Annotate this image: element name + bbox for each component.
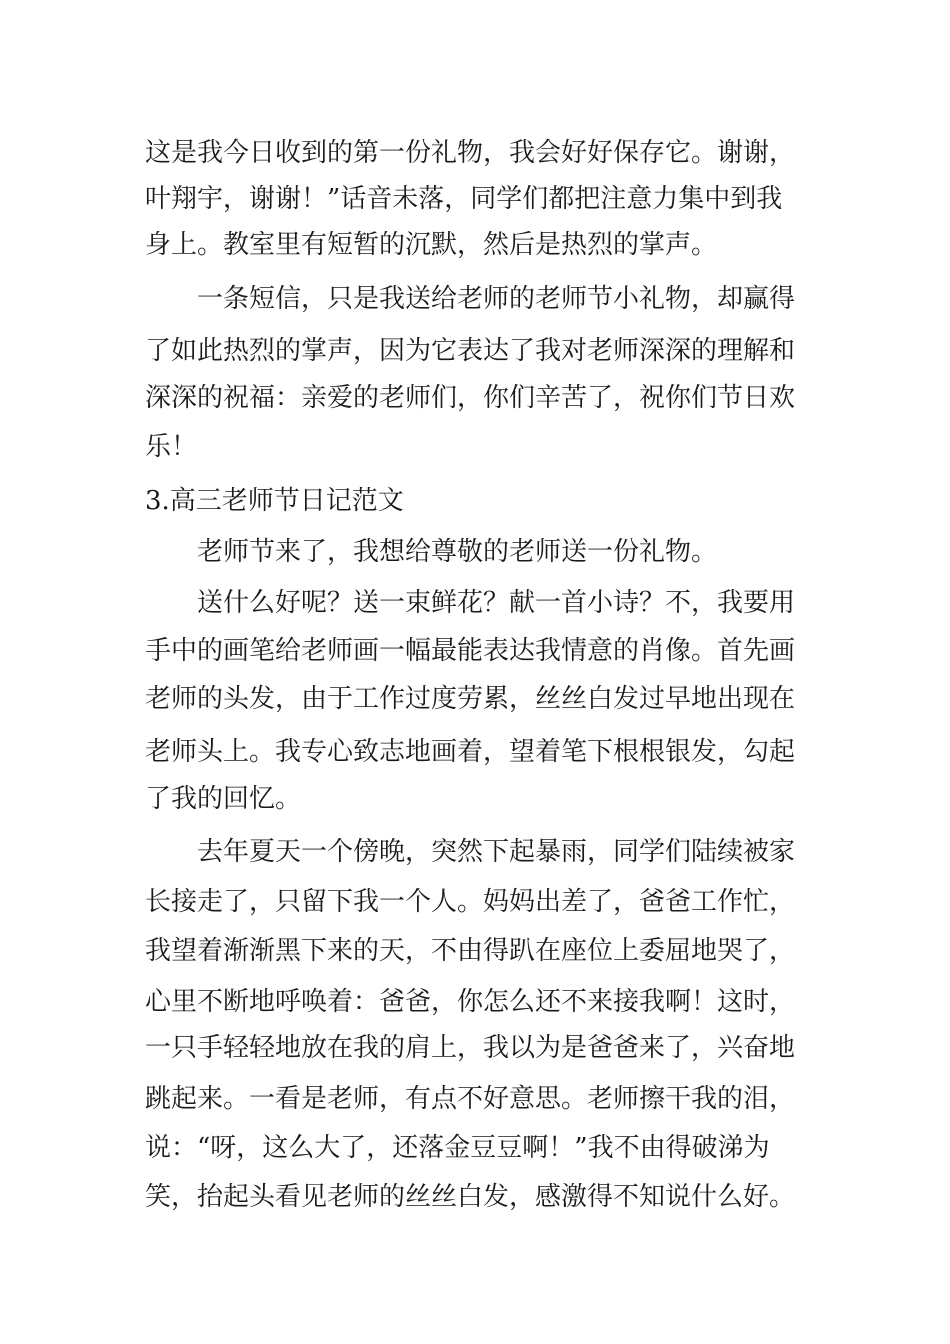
paragraph-line: 跳起来。一看是老师，有点不好意思。老师擦干我的泪， <box>145 1084 796 1114</box>
paragraph-line: 送什么好呢？送一束鲜花？献一首小诗？不，我要用 <box>197 588 796 618</box>
paragraph-line: 心里不断地呼唤着：爸爸，你怎么还不来接我啊！这时， <box>145 987 796 1017</box>
paragraph-line: 深深的祝福：亲爱的老师们，你们辛苦了，祝你们节日欢 <box>145 383 796 413</box>
section-heading: 3.高三老师节日记范文 <box>145 486 404 516</box>
paragraph-line: 了如此热烈的掌声，因为它表达了我对老师深深的理解和 <box>145 336 796 366</box>
paragraph-line: 一条短信，只是我送给老师的老师节小礼物，却赢得 <box>197 284 796 314</box>
paragraph-line: 去年夏天一个傍晚，突然下起暴雨，同学们陆续被家 <box>197 837 796 867</box>
paragraph-line: 老师的头发，由于工作过度劳累，丝丝白发过早地出现在 <box>145 684 796 714</box>
paragraph-line: 老师头上。我专心致志地画着，望着笔下根根银发，勾起 <box>145 737 796 767</box>
paragraph-line: 老师节来了，我想给尊敬的老师送一份礼物。 <box>197 537 718 567</box>
paragraph-line: 我望着渐渐黑下来的天，不由得趴在座位上委屈地哭了， <box>145 936 796 966</box>
paragraph-line: 叶翔宇，谢谢！”话音未落，同学们都把注意力集中到我 <box>145 184 783 214</box>
paragraph-line: 乐！ <box>145 432 198 462</box>
paragraph-line: 这是我今日收到的第一份礼物，我会好好保存它。谢谢， <box>145 138 796 168</box>
paragraph-line: 身上。教室里有短暂的沉默，然后是热烈的掌声。 <box>145 230 718 260</box>
paragraph-line: 长接走了，只留下我一个人。妈妈出差了，爸爸工作忙， <box>145 887 796 917</box>
paragraph-line: 手中的画笔给老师画一幅最能表达我情意的肖像。首先画 <box>145 636 796 666</box>
paragraph-line: 一只手轻轻地放在我的肩上，我以为是爸爸来了，兴奋地 <box>145 1033 796 1063</box>
paragraph-line: 说：“呀，这么大了，还落金豆豆啊！”我不由得破涕为 <box>145 1133 770 1163</box>
paragraph-line: 笑，抬起头看见老师的丝丝白发，感激得不知说什么好。 <box>145 1182 796 1212</box>
paragraph-line: 了我的回忆。 <box>145 784 302 814</box>
